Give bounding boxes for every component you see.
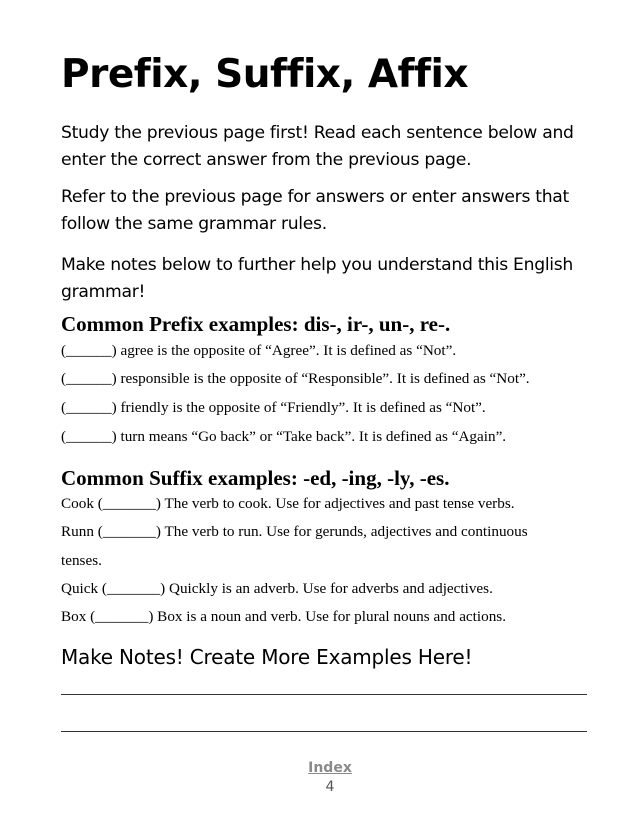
page-title: Prefix, Suffix, Affix — [61, 52, 468, 97]
suffix-example-line: Runn (_______) The verb to run. Use for gerunds, adjectives and continuous — [61, 523, 528, 540]
notes-line[interactable] — [61, 694, 587, 695]
suffix-example-line: Cook (_______) The verb to cook. Use for adjectives and past tense verbs. — [61, 495, 515, 512]
prefix-example-line: (______) agree is the opposite of “Agree”. It is defined as “Not”. — [61, 342, 457, 359]
suffix-example-line: Box (_______) Box is a noun and verb. Use for plural nouns and actions. — [61, 608, 507, 625]
notes-heading: Make Notes! Create More Examples Here! — [61, 645, 473, 669]
intro-paragraph-1: Study the previous page first! Read each sentence below and enter the correct answer from the previous page. — [61, 123, 574, 170]
prefix-example-line: (______) turn means “Go back” or “Take back”. It is defined as “Again”. — [61, 428, 507, 445]
prefix-heading: Common Prefix examples: dis-, ir-, un-, re-. — [61, 312, 451, 336]
suffix-example-line: Quick (_______) Quickly is an adverb. Use for adverbs and adjectives. — [61, 580, 493, 597]
prefix-example-line: (______) responsible is the opposite of “Responsible”. It is defined as “Not”. — [61, 370, 530, 387]
index-link[interactable]: Index — [308, 760, 352, 776]
notes-line[interactable] — [61, 731, 587, 732]
intro-paragraph-2: Refer to the previous page for answers or enter answers that follow the same grammar rules. — [61, 187, 569, 234]
page-number: 4 — [325, 779, 335, 795]
suffix-heading: Common Suffix examples: -ed, -ing, -ly, -es. — [61, 466, 450, 490]
suffix-example-line: tenses. — [61, 552, 102, 569]
intro-paragraph-3: Make notes below to further help you understand this English grammar! — [61, 255, 574, 302]
prefix-example-line: (______) friendly is the opposite of “Friendly”. It is defined as “Not”. — [61, 399, 486, 416]
